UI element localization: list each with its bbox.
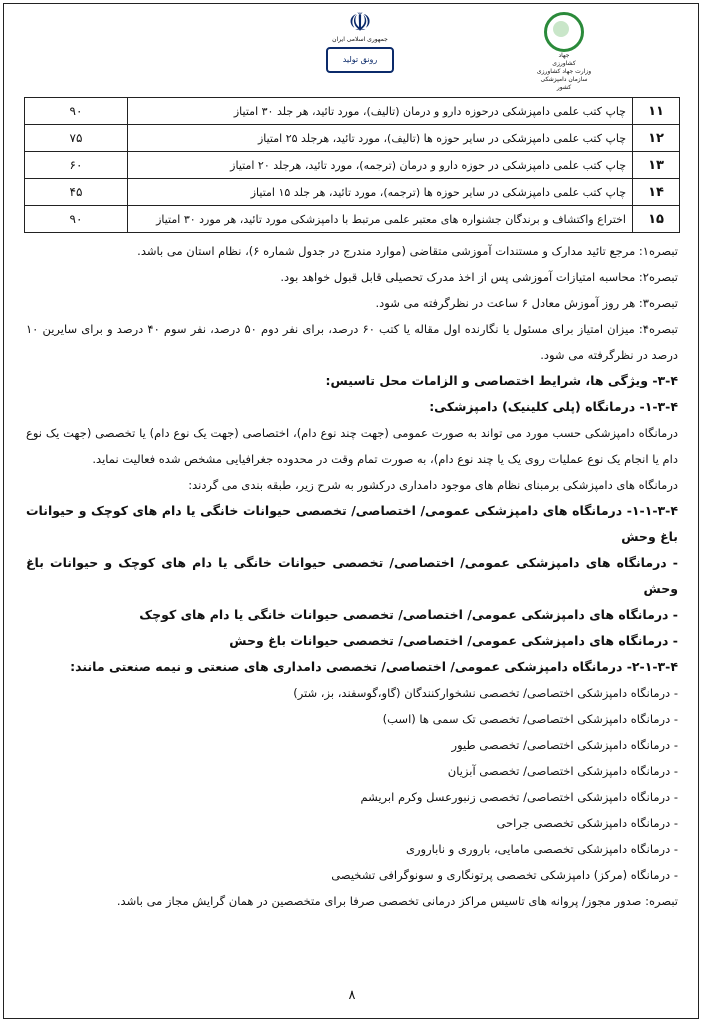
logo-text: سازمان دامپزشکی کشور: [540, 76, 588, 91]
points-table: [24, 97, 680, 233]
list-item: - درمانگاه های دامپزشکی عمومی/ اختصاصی/ تخصصی حیوانات خانگی یا دام های کوچک: [139, 607, 678, 622]
table-row: [25, 98, 680, 125]
note-2: تبصره۲: محاسبه امتیازات آموزشی پس از اخذ مدرک تحصیلی قابل قبول خواهد بود.: [280, 270, 678, 284]
note-3: تبصره۳: هر روز آموزش معادل ۶ ساعت در نظرگرفته می شود.: [375, 296, 678, 310]
row-number: ۱۱: [633, 98, 680, 125]
row-number: ۱۲: [633, 125, 680, 152]
row-score: ۹۰: [25, 206, 128, 233]
section-heading: ۳-۴- ویژگی ها، شرایط اختصاصی و الزامات محل تاسیس:: [325, 373, 678, 388]
row-score: ۴۵: [25, 179, 128, 206]
list-item: - درمانگاه (مرکز) دامپزشکی تخصصی پرتونگاری و سونوگرافی تشخیصی: [331, 868, 678, 882]
table-row: [25, 179, 680, 206]
iran-emblem-logo: [320, 10, 400, 73]
row-score: ۹۰: [25, 98, 128, 125]
row-description: اختراع واکتشاف و برندگان جشنواره های معتبر علمی مرتبط با دامپزشکی مورد تائید، هر مورد ۳۰ امتیاز: [128, 206, 633, 233]
list-item: - درمانگاه دامپزشکی تخصصی جراحی: [496, 816, 678, 830]
list-item: - درمانگاه دامپزشکی اختصاصی/ تخصصی طیور: [451, 738, 678, 752]
logo-text: کشاورزی: [552, 60, 576, 67]
row-description: چاپ کتب علمی دامپزشکی در حوزه دارو و درمان (ترجمه)، مورد تائید، هرجلد ۲۰ امتیاز: [128, 152, 633, 179]
row-score: ۶۰: [25, 152, 128, 179]
subsection-heading: ۲-۱-۳-۴- درمانگاه دامپزشکی عمومی/ اختصاصی/ تخصصی دامداری های صنعتی و نیمه صنعتی مانند:: [70, 659, 678, 674]
table-row: [25, 125, 680, 152]
paragraph: درمانگاه دامپزشکی حسب مورد می تواند به صورت عمومی (جهت چند نوع دام)، اختصاصی (جهت یک نوع دام) یا تخصصی (جهت یک نوع دام یا انجام یک نوع عملیات روی یک یا چند نوع دام)، به صورت تمام وقت در محدوده جغرافیایی مشخص شده فعالیت نماید.: [26, 426, 678, 466]
row-description: چاپ کتب علمی دامپزشکی در سایر حوزه ها (تالیف)، مورد تائید، هرجلد ۲۵ امتیاز: [128, 125, 633, 152]
row-number: ۱۴: [633, 179, 680, 206]
list-item: - درمانگاه دامپزشکی تخصصی مامایی، باروری و ناباروری: [406, 842, 678, 856]
table-row: [25, 152, 680, 179]
list-item: - درمانگاه های دامپزشکی عمومی/ اختصاصی/ تخصصی حیوانات خانگی یا دام های کوچک و حیوانات باغ وحش: [26, 555, 678, 596]
list-item: - درمانگاه دامپزشکی اختصاصی/ تخصصی تک سمی ها (اسب): [382, 712, 678, 726]
list-item: - درمانگاه دامپزشکی اختصاصی/ تخصصی آبزیان: [447, 764, 678, 778]
note-1: تبصره۱: مرجع تائید مدارک و مستندات آموزشی متقاضی (موارد مندرج در جدول شماره ۶)، نظام استان می باشد.: [137, 244, 678, 258]
logo-text: وزارت جهاد کشاورزی: [536, 68, 592, 75]
subsection-heading: ۱-۱-۳-۴- درمانگاه های دامپزشکی عمومی/ اختصاصی/ تخصصی حیوانات خانگی یا دام های کوچک و حیوانات باغ وحش: [26, 503, 678, 544]
page-header: [0, 0, 704, 92]
list-item: - درمانگاه های دامپزشکی عمومی/ اختصاصی/ تخصصی حیوانات باغ وحش: [229, 633, 678, 648]
table-row: [25, 206, 680, 233]
row-description: چاپ کتب علمی دامپزشکی درحوزه دارو و درمان (تالیف)، مورد تائید، هر جلد ۳۰ امتیاز: [128, 98, 633, 125]
logo-text: جهاد: [558, 52, 570, 59]
page-number: ۸: [348, 988, 356, 1003]
final-note: تبصره: صدور مجوز/ پروانه های تاسیس مراکز درمانی تخصصی صرفا برای متخصصین در همان گرایش مجاز می باشد.: [116, 894, 678, 908]
jihad-keshavarzi-logo: [534, 12, 594, 92]
subsection-heading: ۱-۳-۴- درمانگاه (پلی کلینیک) دامپزشکی:: [429, 399, 678, 414]
body-text: [26, 238, 678, 914]
row-number: ۱۵: [633, 206, 680, 233]
list-item: - درمانگاه دامپزشکی اختصاصی/ تخصصی نشخوارکنندگان (گاو،گوسفند، بز، شتر): [293, 686, 678, 700]
row-number: ۱۳: [633, 152, 680, 179]
row-description: چاپ کتب علمی دامپزشکی در سایر حوزه ها (ترجمه)، مورد تائید، هر جلد ۱۵ امتیاز: [128, 179, 633, 206]
leaf-emblem-icon: [544, 12, 584, 52]
paragraph: درمانگاه های دامپزشکی برمبنای نظام های موجود دامداری درکشور به شرح زیر، طبقه بندی می گردند:: [188, 478, 678, 492]
row-score: ۷۵: [25, 125, 128, 152]
emblem-icon: ☫: [348, 8, 372, 38]
list-item: - درمانگاه دامپزشکی اختصاصی/ تخصصی زنبورعسل وکرم ابریشم: [360, 790, 678, 804]
note-4: تبصره۴: میزان امتیاز برای مسئول یا نگارنده اول مقاله یا کتب ۶۰ درصد، برای نفر دوم ۵۰ درصد، نفر سوم ۴۰ درصد و برای سایرین ۱۰ درصد در نظرگرفته می شود.: [26, 322, 678, 362]
logo-text: جمهوری اسلامی ایران: [332, 36, 388, 43]
production-stamp: رونق تولید: [326, 47, 394, 73]
